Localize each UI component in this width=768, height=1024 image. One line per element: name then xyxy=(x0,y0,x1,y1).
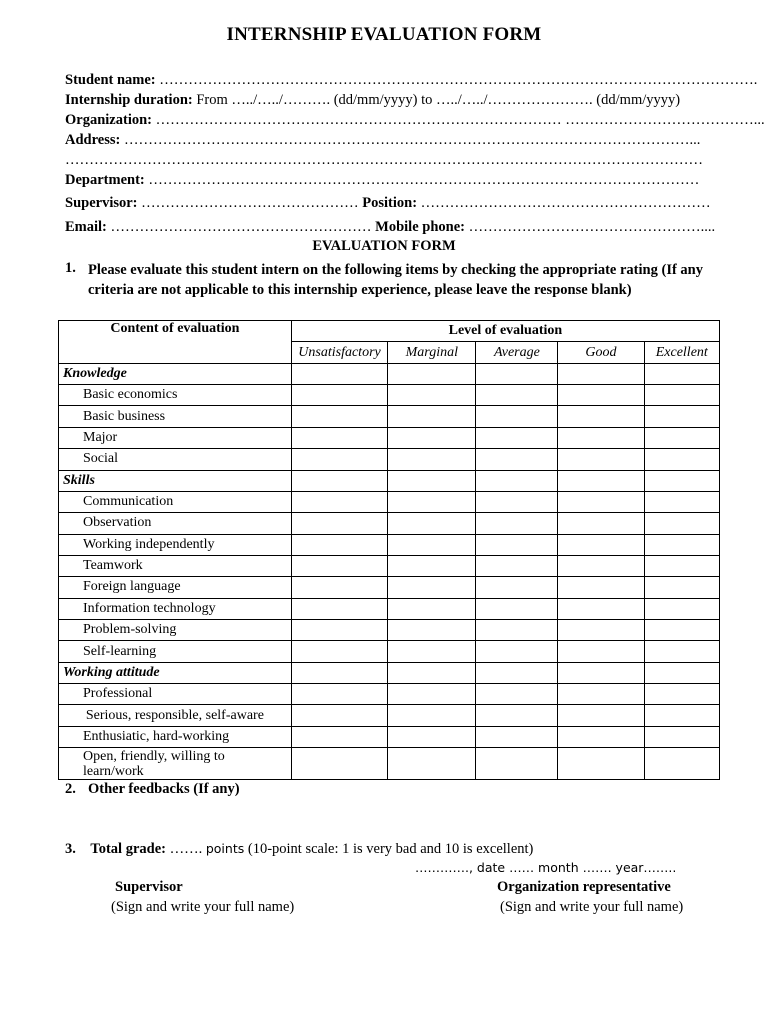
rating-cell-good[interactable] xyxy=(558,705,644,726)
rating-cell-excellent[interactable] xyxy=(644,577,719,598)
rating-cell-average[interactable] xyxy=(476,363,558,384)
student-name-label: Student name: xyxy=(65,72,156,88)
rating-cell-average[interactable] xyxy=(476,470,558,491)
category-working-attitude: Working attitude xyxy=(59,662,292,683)
level-unsatisfactory: Unsatisfactory xyxy=(291,342,387,363)
criterion-label: Observation xyxy=(59,513,292,534)
category-knowledge: Knowledge xyxy=(59,363,292,384)
criterion-label: Communication xyxy=(59,491,292,512)
rating-cell-good[interactable] xyxy=(558,427,644,448)
table-row xyxy=(59,406,720,427)
internship-duration-label: Internship duration: xyxy=(65,92,193,108)
question-1-line1: Please evaluate this student intern on the following items by checking the appropriate rating xyxy=(88,262,658,278)
position-label: Position: xyxy=(362,195,418,211)
rating-cell-unsatisfactory[interactable] xyxy=(291,406,387,427)
question-1-text xyxy=(88,260,703,300)
rating-cell-excellent[interactable] xyxy=(644,449,719,470)
rating-cell-unsatisfactory[interactable] xyxy=(291,470,387,491)
email-row[interactable] xyxy=(65,219,715,236)
rating-cell-excellent[interactable] xyxy=(644,684,719,705)
rating-cell-unsatisfactory[interactable] xyxy=(291,449,387,470)
rating-cell-marginal[interactable] xyxy=(388,513,476,534)
rating-cell-unsatisfactory[interactable] xyxy=(291,684,387,705)
criterion-label: Enthusiatic, hard-working xyxy=(59,726,292,747)
internship-duration-row[interactable] xyxy=(65,92,680,109)
rating-cell-unsatisfactory[interactable] xyxy=(291,534,387,555)
rating-cell-excellent[interactable] xyxy=(644,427,719,448)
form-title: INTERNSHIP EVALUATION FORM xyxy=(226,24,542,45)
rating-cell-good[interactable] xyxy=(558,534,644,555)
rating-cell-good[interactable] xyxy=(558,385,644,406)
rating-cell-excellent[interactable] xyxy=(644,491,719,512)
table-row xyxy=(59,641,720,662)
points-label: points xyxy=(205,841,245,856)
rating-cell-unsatisfactory[interactable] xyxy=(291,620,387,641)
rating-cell-marginal[interactable] xyxy=(388,705,476,726)
rating-cell-excellent[interactable] xyxy=(644,406,719,427)
internship-duration-blank[interactable]: From …../…../………. (dd/mm/yyyy) to …../…../…………………. (dd/mm/yyyy) xyxy=(196,92,681,108)
mobile-phone-label: Mobile phone: xyxy=(375,219,465,235)
rating-cell-unsatisfactory[interactable] xyxy=(291,598,387,619)
content-of-evaluation-header: Content of evaluation xyxy=(59,321,292,364)
rating-cell-unsatisfactory[interactable] xyxy=(291,385,387,406)
rating-cell-marginal[interactable] xyxy=(388,363,476,384)
rating-cell-average[interactable] xyxy=(476,427,558,448)
rating-cell-excellent[interactable] xyxy=(644,598,719,619)
total-grade-label: Total grade: xyxy=(90,841,166,857)
rating-cell-marginal[interactable] xyxy=(388,577,476,598)
rating-cell-average[interactable] xyxy=(476,705,558,726)
rating-cell-good[interactable] xyxy=(558,684,644,705)
rating-cell-marginal[interactable] xyxy=(388,470,476,491)
question-2-number: 2. xyxy=(65,781,76,797)
rating-cell-unsatisfactory[interactable] xyxy=(291,427,387,448)
question-1-number: 1. xyxy=(65,260,76,276)
table-row xyxy=(59,449,720,470)
level-excellent: Excellent xyxy=(644,342,719,363)
address-blank-2[interactable]: …………………………………………………………………………………………………………………… xyxy=(65,152,703,168)
rating-cell-marginal[interactable] xyxy=(388,726,476,747)
rating-cell-marginal[interactable] xyxy=(388,385,476,406)
criterion-label: Teamwork xyxy=(59,555,292,576)
rating-cell-marginal[interactable] xyxy=(388,427,476,448)
rating-cell-marginal[interactable] xyxy=(388,748,476,780)
table-row xyxy=(59,513,720,534)
rating-cell-good[interactable] xyxy=(558,662,644,683)
table-row xyxy=(59,577,720,598)
level-of-evaluation-header: Level of evaluation xyxy=(291,321,719,342)
rating-cell-average[interactable] xyxy=(476,726,558,747)
student-name-row[interactable] xyxy=(65,72,757,89)
rating-cell-good[interactable] xyxy=(558,598,644,619)
table-row xyxy=(59,598,720,619)
rating-cell-good[interactable] xyxy=(558,449,644,470)
category-row-skills xyxy=(59,470,720,491)
date-line[interactable]: …………., date …… month ……. year…….. xyxy=(415,860,677,875)
rating-cell-good[interactable] xyxy=(558,406,644,427)
rating-cell-unsatisfactory[interactable] xyxy=(291,555,387,576)
rating-cell-excellent[interactable] xyxy=(644,513,719,534)
rating-cell-excellent[interactable] xyxy=(644,470,719,491)
email-blank[interactable]: ……………………………………………… xyxy=(110,219,376,235)
rating-cell-unsatisfactory[interactable] xyxy=(291,726,387,747)
criterion-label: Professional xyxy=(59,684,292,705)
criterion-label: Information technology xyxy=(59,598,292,619)
rating-cell-unsatisfactory[interactable] xyxy=(291,491,387,512)
rating-cell-good[interactable] xyxy=(558,491,644,512)
table-row xyxy=(59,555,720,576)
rating-cell-excellent[interactable] xyxy=(644,662,719,683)
organization-row[interactable] xyxy=(65,112,765,129)
rating-cell-average[interactable] xyxy=(476,534,558,555)
email-label: Email: xyxy=(65,219,107,235)
rating-cell-marginal[interactable] xyxy=(388,491,476,512)
organization-blank[interactable]: ………………………………………………………………………… …………………………………... xyxy=(155,112,765,128)
rating-cell-marginal[interactable] xyxy=(388,555,476,576)
rating-cell-unsatisfactory[interactable] xyxy=(291,363,387,384)
rating-cell-average[interactable] xyxy=(476,748,558,780)
criterion-label: Serious, responsible, self-aware xyxy=(59,705,292,726)
table-row xyxy=(59,726,720,747)
department-row[interactable] xyxy=(65,172,699,189)
rating-cell-marginal[interactable] xyxy=(388,449,476,470)
address-row[interactable] xyxy=(65,132,700,149)
question-2-text: Other feedbacks (If any) xyxy=(88,781,240,797)
category-row-knowledge xyxy=(59,363,720,384)
mobile-phone-blank[interactable]: ………………………………………….... xyxy=(468,219,716,235)
rating-cell-average[interactable] xyxy=(476,513,558,534)
criterion-label: Social xyxy=(59,449,292,470)
rating-cell-marginal[interactable] xyxy=(388,620,476,641)
level-marginal: Marginal xyxy=(388,342,476,363)
rating-cell-excellent[interactable] xyxy=(644,726,719,747)
rating-cell-average[interactable] xyxy=(476,385,558,406)
rating-cell-unsatisfactory[interactable] xyxy=(291,748,387,780)
criterion-label: Problem-solving xyxy=(59,620,292,641)
rating-cell-excellent[interactable] xyxy=(644,385,719,406)
supervisor-signature-note: (Sign and write your full name) xyxy=(111,899,295,915)
rating-cell-excellent[interactable] xyxy=(644,555,719,576)
address-line2[interactable] xyxy=(65,152,703,169)
criterion-label: Working independently xyxy=(59,534,292,555)
rating-cell-average[interactable] xyxy=(476,662,558,683)
rating-cell-unsatisfactory[interactable] xyxy=(291,641,387,662)
table-row xyxy=(59,534,720,555)
category-skills: Skills xyxy=(59,470,292,491)
rating-cell-excellent[interactable] xyxy=(644,705,719,726)
rating-cell-good[interactable] xyxy=(558,748,644,780)
category-row-working-attitude xyxy=(59,662,720,683)
rating-cell-marginal[interactable] xyxy=(388,662,476,683)
rating-cell-average[interactable] xyxy=(476,598,558,619)
table-row xyxy=(59,427,720,448)
criterion-label: Major xyxy=(59,427,292,448)
department-blank[interactable]: …………………………………………………………………………………………………… xyxy=(148,172,700,188)
rating-cell-average[interactable] xyxy=(476,577,558,598)
position-blank[interactable]: …………………………………………………… xyxy=(420,195,711,211)
rating-cell-excellent[interactable] xyxy=(644,641,719,662)
criterion-label: Open, friendly, willing to learn/work xyxy=(59,748,292,780)
rating-cell-excellent[interactable] xyxy=(644,620,719,641)
organization-label: Organization: xyxy=(65,112,152,128)
rating-cell-marginal[interactable] xyxy=(388,641,476,662)
evaluation-form-heading: EVALUATION FORM xyxy=(312,238,456,254)
rating-cell-good[interactable] xyxy=(558,726,644,747)
rating-cell-marginal[interactable] xyxy=(388,684,476,705)
table-row xyxy=(59,385,720,406)
grade-scale-note: (10-point scale: 1 is very bad and 10 is excellent) xyxy=(247,841,534,857)
address-label: Address: xyxy=(65,132,121,148)
table-row xyxy=(59,684,720,705)
rating-cell-good[interactable] xyxy=(558,641,644,662)
level-good: Good xyxy=(558,342,644,363)
total-grade-blank[interactable]: ……. xyxy=(169,841,203,857)
supervisor-label: Supervisor: xyxy=(65,195,138,211)
rating-cell-good[interactable] xyxy=(558,363,644,384)
rating-cell-excellent[interactable] xyxy=(644,534,719,555)
rating-cell-average[interactable] xyxy=(476,684,558,705)
rating-cell-good[interactable] xyxy=(558,620,644,641)
supervisor-row[interactable] xyxy=(65,195,711,212)
rating-cell-good[interactable] xyxy=(558,513,644,534)
rating-cell-marginal[interactable] xyxy=(388,406,476,427)
department-label: Department: xyxy=(65,172,145,188)
rating-cell-unsatisfactory[interactable] xyxy=(291,513,387,534)
table-row xyxy=(59,705,720,726)
table-row xyxy=(59,491,720,512)
supervisor-signature-title: Supervisor xyxy=(115,879,183,895)
rating-cell-excellent[interactable] xyxy=(644,748,719,780)
rating-cell-good[interactable] xyxy=(558,577,644,598)
address-blank[interactable]: ………………………………………………………………………………………………………... xyxy=(123,132,701,148)
rating-cell-average[interactable] xyxy=(476,491,558,512)
rating-cell-average[interactable] xyxy=(476,406,558,427)
rating-cell-average[interactable] xyxy=(476,449,558,470)
rating-cell-unsatisfactory[interactable] xyxy=(291,577,387,598)
table-header-row xyxy=(59,321,720,342)
organization-representative-title: Organization representative xyxy=(497,879,671,895)
rating-cell-average[interactable] xyxy=(476,641,558,662)
organization-representative-note: (Sign and write your full name) xyxy=(500,899,684,915)
criterion-label: Basic economics xyxy=(59,385,292,406)
student-name-blank[interactable]: ……………………………………………………………………………………………………………. xyxy=(159,72,758,88)
table-row xyxy=(59,620,720,641)
supervisor-blank[interactable]: ……………………………………… xyxy=(141,195,363,211)
rating-cell-marginal[interactable] xyxy=(388,598,476,619)
rating-cell-average[interactable] xyxy=(476,620,558,641)
question-3-number: 3. xyxy=(65,841,76,857)
level-average: Average xyxy=(476,342,558,363)
question-1-line2: (If any criteria are not applicable to this internship experience, please leave the response blank) xyxy=(88,262,703,298)
rating-cell-marginal[interactable] xyxy=(388,534,476,555)
rating-cell-unsatisfactory[interactable] xyxy=(291,705,387,726)
criterion-label: Self-learning xyxy=(59,641,292,662)
rating-cell-unsatisfactory[interactable] xyxy=(291,662,387,683)
criterion-label: Foreign language xyxy=(59,577,292,598)
evaluation-table xyxy=(58,320,720,780)
rating-cell-good[interactable] xyxy=(558,555,644,576)
table-row xyxy=(59,748,720,780)
criterion-label: Basic business xyxy=(59,406,292,427)
rating-cell-good[interactable] xyxy=(558,470,644,491)
rating-cell-excellent[interactable] xyxy=(644,363,719,384)
rating-cell-average[interactable] xyxy=(476,555,558,576)
total-grade-row xyxy=(65,841,533,858)
